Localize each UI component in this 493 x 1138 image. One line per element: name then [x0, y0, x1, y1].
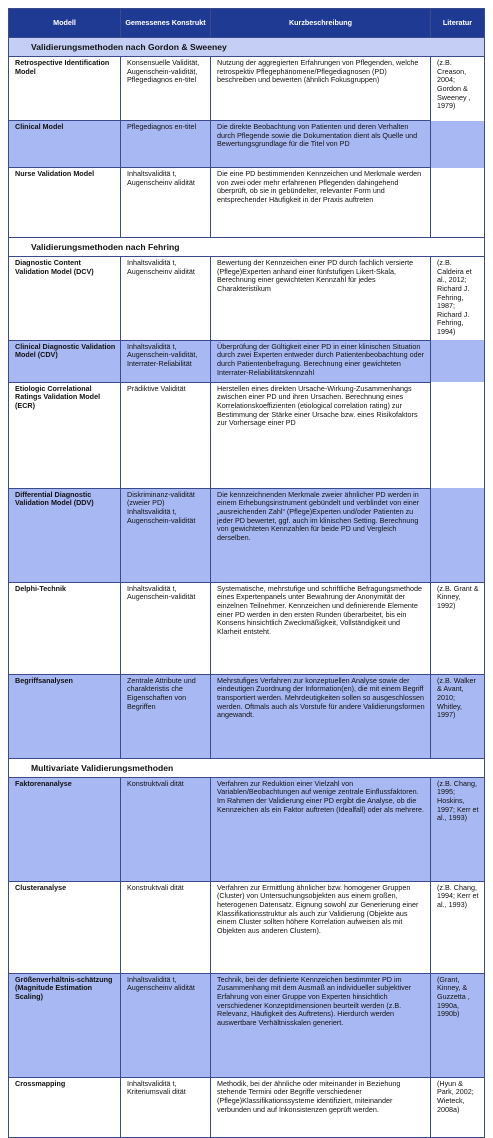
table-row: [9, 674, 485, 758]
table-row: [9, 777, 485, 881]
construct-cell: Diskriminanz-validität (zweier PD) Inhaltsvaliditä t, Augenschein-validität: [121, 488, 211, 582]
model-cell: Etiologic Correlational Ratings Validation Model (ECR): [9, 382, 121, 488]
section-row: [9, 238, 485, 257]
description-cell: Herstellen eines direkten Ursache-Wirkung-Zusammenhangs zwischen einer PD und ihren Ursachen. Berechnung eines Korrelationskoeffizienten (etiological correlation rating) zur Bestimmung der Stärke einer Ursache bzw. eines Risikofaktors zur Vorhersage einer PD: [211, 382, 431, 488]
construct-cell: Inhaltsvaliditä t, Kriteriumsvali dität: [121, 1077, 211, 1137]
construct-cell: Zentrale Attribute und charakteristis che Eigenschaften von Begriffen: [121, 674, 211, 758]
header-kurzbeschreibung: Kurzbeschreibung: [211, 9, 431, 38]
model-cell: Delphi-Technik: [9, 582, 121, 674]
table-row: [9, 382, 485, 488]
section-title: Validierungsmethoden nach Fehring: [9, 238, 485, 257]
model-cell: Größenverhältnis-schätzung (Magnitude Estimation Scaling): [9, 973, 121, 1077]
construct-cell: Prädiktive Validität: [121, 382, 211, 488]
model-cell: Faktorenanalyse: [9, 777, 121, 881]
literature-cell: (z.B. Creason, 2004; Gordon & Sweeney , 1979): [431, 57, 485, 121]
model-cell: Begriffsanalysen: [9, 674, 121, 758]
description-cell: Mehrstufiges Verfahren zur konzeptuellen Analyse sowie der eindeutigen Zuordnung der Information(en), die mit einem Begriff transportiert werden. Mehrdeutigkeiten sollen so ausgeschlossen werden. Oftmals auch als Vorstufe für andere Validierungsformen angewandt.: [211, 674, 431, 758]
section-row: [9, 758, 485, 777]
model-cell: Clinical Model: [9, 121, 121, 168]
literature-cell: (z.B. Caldeira et al., 2012; Richard J. Fehring, 1987; Richard J. Fehring, 1994): [431, 257, 485, 341]
description-cell: Die kennzeichnenden Merkmale zweier ähnlicher PD werden in einem Erhebungsinstrument gebündelt und verblindet von einer „ausreichenden Zahl“ (Pflege)Experten und/oder Patienten zu jeder PD bewertet, ggf. auch im klinischen Setting. Berechnung von gewichteten Kennzahlen für beide PD und Vergleich derselben.: [211, 488, 431, 582]
table-row: [9, 488, 485, 582]
header-konstrukt: Gemessenes Konstrukt: [121, 9, 211, 38]
literature-cell: (z.B. Chang, 1994; Kerr et al., 1993): [431, 881, 485, 973]
table-row: [9, 1077, 485, 1137]
description-cell: Bewertung der Kennzeichen einer PD durch fachlich versierte (Pflege)Experten anhand einer fünfstufigen Likert-Skala, Berechnung einer gewichteten Kennzahl für jedes Charakteristikum: [211, 257, 431, 341]
description-cell: Die eine PD bestimmenden Kennzeichen und Merkmale werden von zwei oder mehr erfahrenen Pflegenden dahingehend überprüft, ob sie in gebündelter, relevanter Form und entsprechender Häufigkeit in der Praxis auftreten: [211, 168, 431, 238]
construct-cell: Konstruktvali dität: [121, 777, 211, 881]
description-cell: Technik, bei der definierte Kennzeichen bestimmter PD im Zusammenhang mit dem Ausmaß an individueller subjektiver Erfahrung von einer Gruppe von Experten hinsichtlich verschiedener Konzeptdimensionen beurteilt werden (z.B. Relevanz, Häufigkeit des Auftretens). Hierdurch werden auswertbare Verhältnisskalen generiert.: [211, 973, 431, 1077]
construct-cell: Inhaltsvaliditä t, Augenscheinv alidität: [121, 168, 211, 238]
literature-cell: [431, 340, 485, 382]
model-cell: Nurse Validation Model: [9, 168, 121, 238]
construct-cell: Inhaltsvaliditä t, Augenscheinv alidität: [121, 973, 211, 1077]
table-row: [9, 57, 485, 121]
model-cell: Retrospective Identification Model: [9, 57, 121, 121]
literature-cell: (Grant, Kinney, & Guzzetta , 1990a, 1990b): [431, 973, 485, 1077]
section-title: Validierungsmethoden nach Gordon & Sweeney: [9, 38, 485, 57]
model-cell: Clusteranalyse: [9, 881, 121, 973]
literature-cell: (Hyun & Park, 2002; Wieteck, 2008a): [431, 1077, 485, 1137]
table-row: [9, 881, 485, 973]
header-row: [9, 9, 485, 38]
description-cell: Systematische, mehrstufige und schriftliche Befragungsmethode eines Expertenpanels unter Bewahrung der Anonymität der einzelnen Teilnehmer. Kennzeichen und definierende Elemente einer PD werden in den ersten Runden überarbeitet, bis ein Konsens hinsichtlich Zweckmäßigkeit, Vollständigkeit und Klarheit entsteht.: [211, 582, 431, 674]
literature-cell: (z.B. Chang, 1995; Hoskins, 1997; Kerr et al., 1993): [431, 777, 485, 881]
description-cell: Die direkte Beobachtung von Patienten und deren Verhalten durch Pflegende sowie die Dokumentation dient als Quelle und Bewertungsgrundlage für die Titel von PD: [211, 121, 431, 168]
description-cell: Verfahren zur Reduktion einer Vielzahl von Variablen/Beobachtungen auf wenige zentrale Einflussfaktoren. Im Rahmen der Validierung einer PD ergibt die Analyse, ob die Kennzeichen als ein Faktor auftreten (Idealfall) oder als mehrere.: [211, 777, 431, 881]
description-cell: Methodik, bei der ähnliche oder miteinander in Beziehung stehende Termini oder Begriffe verschiedener (Pflege)Klassifikationssysteme identifiziert, miteinander verbunden und auf Inkonsistenzen geprüft werden.: [211, 1077, 431, 1137]
header-literatur: Literatur: [431, 9, 485, 38]
table-container: [8, 8, 484, 1138]
literature-cell: (z.B. Grant & Kinney, 1992): [431, 582, 485, 674]
construct-cell: Inhaltsvaliditä t, Augenschein-validität: [121, 582, 211, 674]
description-cell: Verfahren zur Ermittlung ähnlicher bzw. homogener Gruppen (Cluster) von Untersuchungsobjekten aus einem großen, heterogenen Datensatz. Eignung sowohl zur Generierung einer Klassifikationsstruktur als auch zur Validierung (Objekte aus einem Cluster sollten höhere Korrelation aufweisen als mit Objekten aus anderen Clustern).: [211, 881, 431, 973]
model-cell: Clinical Diagnostic Validation Model (CDV): [9, 340, 121, 382]
construct-cell: Inhaltsvaliditä t, Augenschein-validität, Interrater-Reliabilität: [121, 340, 211, 382]
model-cell: Crossmapping: [9, 1077, 121, 1137]
literature-cell: [431, 382, 485, 488]
section-title: Multivariate Validierungsmethoden: [9, 758, 485, 777]
table-row: [9, 257, 485, 341]
table-row: [9, 582, 485, 674]
description-cell: Überprüfung der Gültigkeit einer PD in einer klinischen Situation durch zwei Experten entweder durch Patientenbeobachtung oder durch Patientenbefragung. Berechnung einer gewichteten Interrater-Reliabilitätskennzahl: [211, 340, 431, 382]
table-row: [9, 340, 485, 382]
validation-methods-table: [8, 8, 485, 1138]
table-row: [9, 121, 485, 168]
model-cell: Differential Diagnostic Validation Model (DDV): [9, 488, 121, 582]
table-row: [9, 973, 485, 1077]
literature-cell: [431, 488, 485, 582]
literature-cell: [431, 168, 485, 238]
header-modell: Modell: [9, 9, 121, 38]
section-row: [9, 38, 485, 57]
description-cell: Nutzung der aggregierten Erfahrungen von Pflegenden, welche retrospektiv Pflegephänomene/Pflegediagnosen (PD) beschreiben und bewerten (ähnlich Fokusgruppen): [211, 57, 431, 121]
literature-cell: [431, 121, 485, 168]
construct-cell: Inhaltsvaliditä t, Augenscheinv alidität: [121, 257, 211, 341]
construct-cell: Konsensuelle Validität, Augenschein-validität, Pflegediagnos en-titel: [121, 57, 211, 121]
table-row: [9, 168, 485, 238]
construct-cell: Pflegediagnos en-titel: [121, 121, 211, 168]
literature-cell: (z.B. Walker & Avant, 2010; Whitley, 1997): [431, 674, 485, 758]
model-cell: Diagnostic Content Validation Model (DCV): [9, 257, 121, 341]
construct-cell: Konstruktvali dität: [121, 881, 211, 973]
